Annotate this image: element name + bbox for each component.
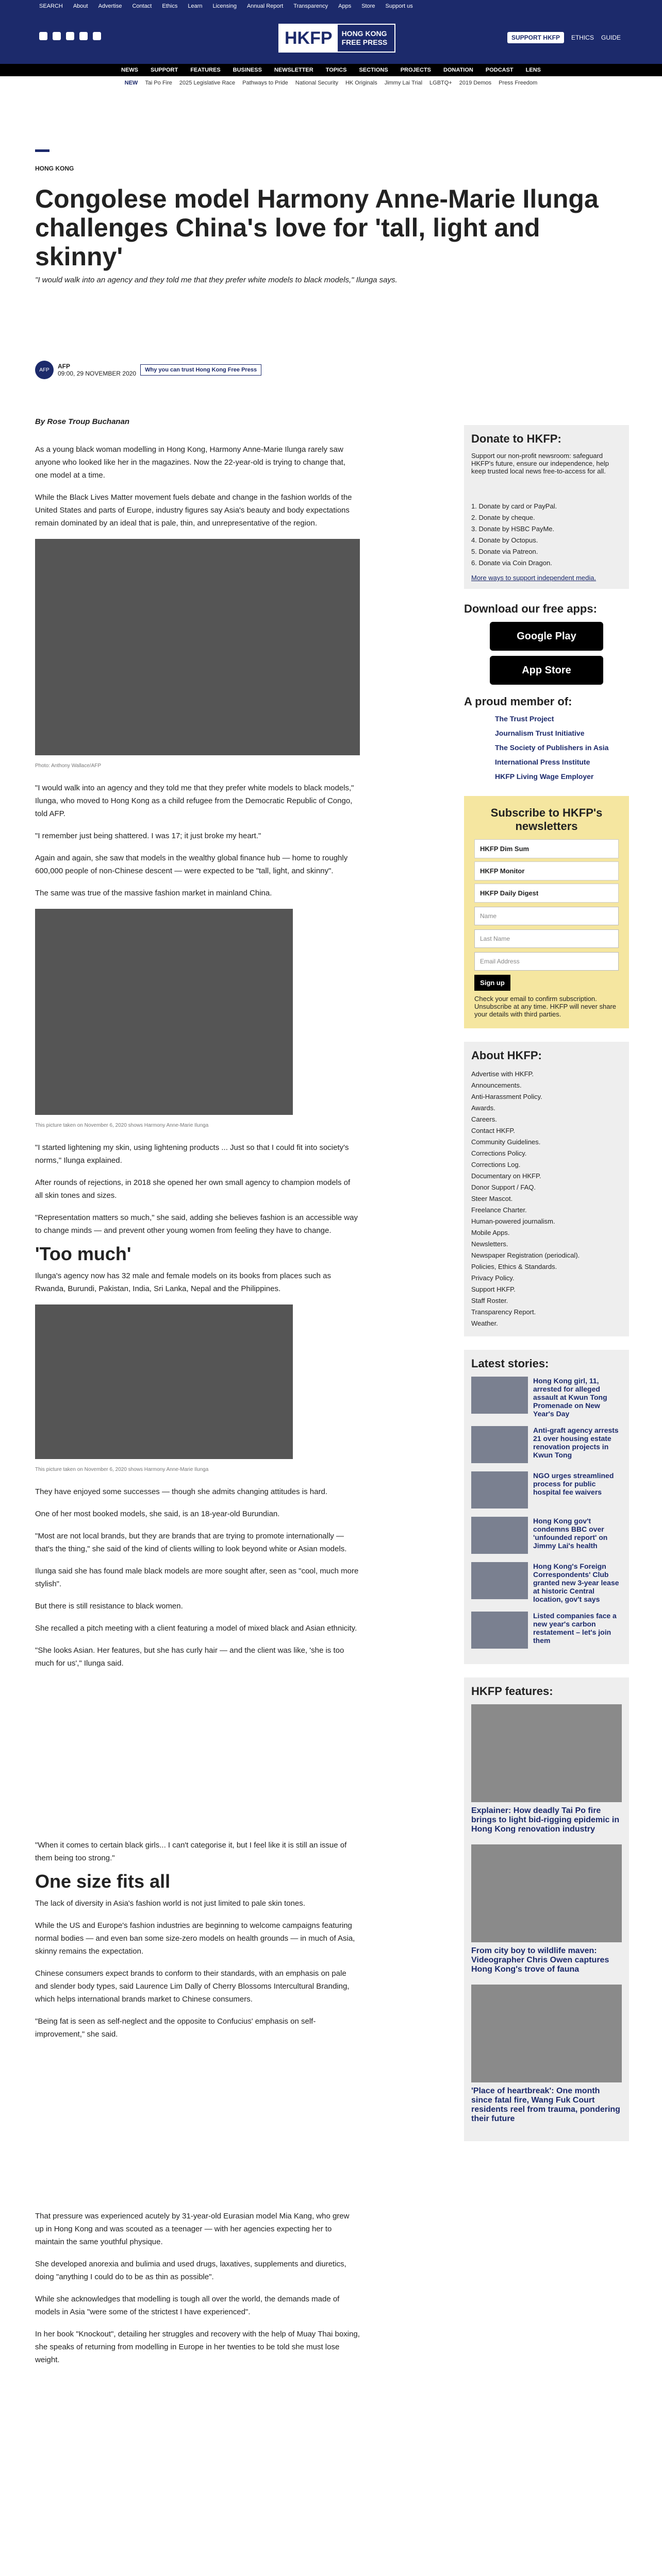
article-paragraph: As a young black woman modelling in Hong Kong, Harmony Anne-Marie Ilunga rarely saw anyone who looked like her in the magazines. Now the 22-year-old is trying to change that, one model at a time.: [35, 445, 346, 480]
about-link[interactable]: Human-powered journalism.: [471, 1217, 555, 1225]
trending-bar: [0, 76, 662, 90]
features-heading: HKFP features:: [471, 1685, 553, 1698]
article-paragraph: The lack of diversity in Asia's fashion world is not just limited to pale skin tones.: [35, 1899, 305, 1908]
feature-story[interactable]: [471, 1704, 622, 1834]
nav-item[interactable]: FEATURES: [190, 67, 221, 73]
topbar-link[interactable]: SEARCH: [39, 3, 63, 9]
donate-option[interactable]: 3. Donate by HSBC PayMe.: [471, 525, 555, 533]
article-paragraph: "Most are not local brands, but they are brands that are trying to promote internationally — that's the thing," she said of the kind of clients willing to look beyond white or Asian models.: [35, 1532, 347, 1553]
latest-story[interactable]: [471, 1426, 622, 1463]
about-link[interactable]: Mobile Apps.: [471, 1229, 510, 1236]
article-photo: [35, 1304, 293, 1459]
trending-link[interactable]: 2025 Legislative Race: [179, 80, 236, 86]
article-paragraph: Ilunga's agency now has 32 male and female models on its books from places such as Rwanda, Burundi, Pakistan, India, Sri Lanka, Nepal and the Philippines.: [35, 1272, 332, 1293]
about-link[interactable]: Staff Roster.: [471, 1297, 508, 1304]
nav-item[interactable]: PODCAST: [485, 67, 514, 73]
youtube-icon[interactable]: [79, 32, 88, 40]
story-title[interactable]: NGO urges streamlined process for public hospital fee waivers: [533, 1471, 614, 1496]
topbar-link[interactable]: Annual Report: [246, 3, 284, 9]
topbar-link[interactable]: Support us: [385, 3, 413, 9]
article-paragraph: "She looks Asian. Her features, but she has curly hair — and the client was like, 'she is too much for us'," Ilunga said.: [35, 1646, 344, 1668]
byline-source[interactable]: AFP: [58, 363, 70, 370]
topbar-link[interactable]: Transparency: [293, 3, 328, 9]
logo-mark: HKFP: [279, 25, 338, 52]
feature-thumbnail[interactable]: [471, 1704, 622, 1802]
article-paragraph: She developed anorexia and bulimia and used drugs, laxatives, supplements and diuretics, doing "anything I could do to be as thin as possible".: [35, 2260, 346, 2281]
latest-story[interactable]: [471, 1562, 622, 1603]
story-thumbnail[interactable]: [471, 1426, 528, 1463]
member-logo[interactable]: The Trust Project: [495, 715, 554, 723]
newsletter-box: [464, 796, 629, 1028]
about-link[interactable]: Documentary on HKFP.: [471, 1172, 541, 1180]
article-photo: [35, 539, 360, 755]
article-title: Congolese model Harmony Anne-Marie Ilunga challenges China's love for 'tall, light and skinny': [35, 184, 599, 271]
article-paragraph: The same was true of the massive fashion market in mainland China.: [35, 889, 272, 897]
article-paragraph: She recalled a pitch meeting with a client featuring a model of mixed black and Asian ethnicity.: [35, 1624, 357, 1633]
article-paragraph: But there is still resistance to black women.: [35, 1602, 183, 1611]
story-title[interactable]: Anti-graft agency arrests 21 over housing estate renovation projects in Kwun Tong: [533, 1426, 619, 1459]
email-icon[interactable]: [93, 32, 101, 40]
header-actions: [507, 32, 621, 43]
about-link[interactable]: Donor Support / FAQ.: [471, 1183, 536, 1191]
donate-option[interactable]: 2. Donate by cheque.: [471, 514, 535, 521]
top-bar: [0, 0, 662, 12]
article-paragraph: While she acknowledges that modelling is tough all over the world, the demands made of models in Asia "were some of the strictest I have experienced".: [35, 2295, 340, 2316]
donate-option[interactable]: 4. Donate by Octopus.: [471, 536, 538, 544]
article-paragraph: "I started lightening my skin, using lightening products ... Just so that I could fit into society's norms," Ilunga explained.: [35, 1143, 349, 1165]
nav-item[interactable]: NEWSLETTER: [274, 67, 313, 73]
latest-story[interactable]: [471, 1471, 622, 1509]
about-link[interactable]: Awards.: [471, 1104, 495, 1112]
instagram-icon[interactable]: [66, 32, 74, 40]
topbar-link[interactable]: Learn: [188, 3, 203, 9]
feature-story[interactable]: [471, 1985, 622, 2124]
photo-caption: This picture taken on November 6, 2020 shows Harmony Anne-Marie Ilunga: [35, 1467, 209, 1472]
about-link[interactable]: Advertise with HKFP.: [471, 1070, 534, 1078]
article-paragraph: "Representation matters so much," she said, adding she believes fashion is an accessible way to change minds — and prevent other young women from feeling they have to change.: [35, 1213, 358, 1235]
latest-heading: Latest stories:: [471, 1357, 549, 1370]
latest-story[interactable]: [471, 1612, 622, 1649]
article-paragraph: Chinese consumers expect brands to conform to their standards, with an emphasis on pale and slender body types, said Laurence Lim Dally of Cherry Blossoms Intercultural Branding, which helps international brands market to Chinese consumers.: [35, 1969, 350, 2004]
topbar-link[interactable]: Contact: [132, 3, 152, 9]
trending-link[interactable]: Pathways to Pride: [242, 80, 288, 86]
nav-item[interactable]: PROJECTS: [400, 67, 431, 73]
article-paragraph: "I would walk into an agency and they told me that they prefer white models to black models," Ilunga, who moved to Hong Kong as a child refugee from the Democratic Republic of Congo, told AFP.: [35, 784, 354, 818]
nav-item[interactable]: NEWS: [121, 67, 139, 73]
apps-heading: Download our free apps:: [464, 602, 597, 615]
photo-caption: This picture taken on November 6, 2020 shows Harmony Anne-Marie Ilunga: [35, 1123, 209, 1128]
about-link[interactable]: Transparency Report.: [471, 1308, 536, 1316]
section-heading: One size fits all: [35, 1871, 171, 1892]
latest-story[interactable]: [471, 1377, 622, 1418]
about-link[interactable]: Support HKFP.: [471, 1285, 516, 1293]
topbar-link[interactable]: Licensing: [212, 3, 237, 9]
sidebar: [464, 425, 629, 2155]
newsletter-note: Check your email to confirm subscription. Unsubscribe at any time. HKFP will never share your details with third parties.: [474, 995, 617, 1018]
trending-link[interactable]: LGBTQ+: [429, 80, 452, 86]
donate-option[interactable]: 6. Donate via Coin Dragon.: [471, 559, 552, 567]
about-link[interactable]: Privacy Policy.: [471, 1274, 515, 1282]
trust-badge[interactable]: Why you can trust Hong Kong Free Press: [140, 364, 261, 376]
social-icons: [39, 32, 101, 40]
more-ways-link[interactable]: More ways to support independent media.: [471, 574, 597, 582]
article-paragraph: Ilunga said she has found male black models are more sought after, seen as "cool, much more stylish".: [35, 1567, 359, 1588]
ethics-link[interactable]: ETHICS: [571, 34, 594, 41]
nav-item[interactable]: SUPPORT: [151, 67, 178, 73]
article-paragraph: While the Black Lives Matter movement fuels debate and change in the fashion worlds of the United States and parts of Europe, industry figures say Asia's beauty and body expectations remain dominated by an ideal that is pale, thin, and unrepresentative of the region.: [35, 493, 352, 528]
nav-item[interactable]: LENS: [525, 67, 541, 73]
feature-thumbnail[interactable]: [471, 1844, 622, 1942]
about-link[interactable]: Contact HKFP.: [471, 1127, 516, 1134]
latest-story[interactable]: [471, 1517, 622, 1554]
trending-link[interactable]: Jimmy Lai Trial: [384, 80, 423, 86]
member-logo[interactable]: Journalism Trust Initiative: [495, 729, 585, 737]
trending-link[interactable]: National Security: [295, 80, 338, 86]
feature-title[interactable]: 'Place of heartbreak': One month since fatal fire, Wang Fuk Court residents reel from trauma, pondering their future: [471, 2087, 620, 2123]
about-link[interactable]: Freelance Charter.: [471, 1206, 527, 1214]
feature-thumbnail[interactable]: [471, 1985, 622, 2082]
about-link[interactable]: Careers.: [471, 1115, 497, 1123]
app-store-button[interactable]: App Store: [490, 656, 603, 685]
about-link[interactable]: Community Guidelines.: [471, 1138, 541, 1146]
embed-placeholder: [35, 2050, 360, 2210]
signup-button[interactable]: Sign up: [474, 975, 510, 991]
site-logo[interactable]: [278, 24, 395, 53]
member-logo[interactable]: The Society of Publishers in Asia: [495, 743, 609, 752]
feature-title[interactable]: From city boy to wildlife maven: Videographer Chris Owen captures Hong Kong's trove of fauna: [471, 1946, 609, 1974]
article-paragraph: They have enjoyed some successes — though she admits changing attitudes is hard.: [35, 1487, 327, 1496]
donate-heading: Donate to HKFP:: [471, 432, 561, 445]
article-paragraph: Again and again, she saw that models in the wealthy global finance hub — home to roughly 600,000 people of non-Chinese descent — were expected to be "tall, light, and skinny".: [35, 854, 348, 875]
article-lede: "I would walk into an agency and they told me that they prefer white models to black models," Ilunga says.: [35, 276, 398, 284]
about-link[interactable]: Corrections Policy.: [471, 1149, 527, 1157]
newsletter-heading: Subscribe to HKFP's newsletters: [490, 806, 603, 833]
donate-text: Support our non-profit newsroom: safeguard HKFP's future, ensure our independence, help keep trusted local news free-to-access for all.: [471, 452, 609, 475]
trending-link[interactable]: HK Originals: [345, 80, 377, 86]
feature-story[interactable]: [471, 1844, 622, 1974]
title-rule: [35, 149, 49, 152]
topbar-link[interactable]: Store: [361, 3, 375, 9]
byline-date: 09:00, 29 NOVEMBER 2020: [58, 370, 137, 377]
trending-link[interactable]: Tai Po Fire: [145, 80, 172, 86]
about-link[interactable]: Weather.: [471, 1319, 498, 1327]
topbar-link[interactable]: Apps: [338, 3, 352, 9]
embed-placeholder: [35, 1679, 360, 1839]
nav-item[interactable]: BUSINESS: [233, 67, 262, 73]
member-logo[interactable]: International Press Institute: [495, 758, 590, 766]
about-link[interactable]: Corrections Log.: [471, 1161, 521, 1168]
nav-item[interactable]: DONATION: [443, 67, 473, 73]
category-label[interactable]: HONG KONG: [35, 165, 74, 172]
topbar-link[interactable]: Ethics: [162, 3, 178, 9]
article-author: By Rose Troup Buchanan: [35, 417, 130, 426]
photo-caption: Photo: Anthony Wallace/AFP: [35, 763, 102, 769]
story-thumbnail[interactable]: [471, 1471, 528, 1509]
byline: [35, 361, 261, 379]
article-photo: [35, 909, 293, 1115]
facebook-icon[interactable]: [39, 32, 47, 40]
donate-option[interactable]: 5. Donate via Patreon.: [471, 548, 538, 555]
nav-item[interactable]: TOPICS: [325, 67, 347, 73]
about-heading: About HKFP:: [471, 1049, 542, 1062]
topbar-link[interactable]: About: [73, 3, 88, 9]
logo-name: HONG KONG FREE PRESS: [341, 29, 388, 46]
member-logo[interactable]: HKFP Living Wage Employer: [495, 772, 594, 781]
article-paragraph: While the US and Europe's fashion industries are beginning to welcome campaigns featuring normal bodies — and even ban some size-zero models on health grounds — in much of Asia, skinny remains the expectation.: [35, 1921, 355, 1956]
newsletter-option[interactable]: HKFP Daily Digest: [474, 884, 619, 903]
twitter-icon[interactable]: [53, 32, 61, 40]
section-heading: 'Too much': [35, 1243, 131, 1264]
signup-field[interactable]: Name: [474, 907, 619, 925]
guide-link[interactable]: GUIDE: [601, 34, 621, 41]
feature-title[interactable]: Explainer: How deadly Tai Po fire brings to light bid-rigging epidemic in Hong Kong renovation industry: [471, 1806, 620, 1834]
google-play-button[interactable]: Google Play: [490, 622, 603, 651]
about-link[interactable]: Newspaper Registration (periodical).: [471, 1251, 580, 1259]
article-body: [35, 443, 360, 2376]
features-box: [464, 1677, 629, 2141]
story-title[interactable]: Listed companies face a new year's carbon restatement – let's join them: [533, 1612, 617, 1645]
article-paragraph: In her book "Knockout", detailing her struggles and recovery with the help of Muay Thai boxing, she speaks of returning from modelling in Europe in her twenties to be told she must lose weight.: [35, 2330, 360, 2364]
about-link[interactable]: Steer Mascot.: [471, 1195, 513, 1202]
new-badge: NEW: [124, 80, 138, 86]
donate-option[interactable]: 1. Donate by card or PayPal.: [471, 502, 557, 510]
latest-box: [464, 1350, 629, 1664]
story-title[interactable]: Hong Kong's Foreign Correspondents' Club granted new 3-year lease at historic Central location, gov't says: [533, 1562, 619, 1603]
story-thumbnail[interactable]: [471, 1377, 528, 1414]
donate-box: [464, 425, 629, 589]
trending-link[interactable]: Press Freedom: [499, 80, 538, 86]
story-thumbnail[interactable]: [471, 1612, 528, 1649]
site-header: [0, 12, 662, 64]
story-title[interactable]: Hong Kong gov't condemns BBC over 'unfounded report' on Jimmy Lai's health: [533, 1517, 608, 1550]
main-nav: [0, 64, 662, 76]
newsletter-option[interactable]: HKFP Dim Sum: [474, 839, 619, 858]
signup-field[interactable]: Last Name: [474, 929, 619, 948]
support-button[interactable]: SUPPORT HKFP: [507, 32, 564, 43]
article-paragraph: "I remember just being shattered. I was 17; it just broke my heart.": [35, 832, 261, 840]
about-link[interactable]: Announcements.: [471, 1081, 522, 1089]
member-heading: A proud member of:: [464, 695, 572, 708]
story-thumbnail[interactable]: [471, 1562, 528, 1599]
avatar: AFP: [35, 361, 54, 379]
about-link[interactable]: Newsletters.: [471, 1240, 508, 1248]
nav-item[interactable]: SECTIONS: [359, 67, 388, 73]
article-paragraph: "Being fat is seen as self-neglect and the opposite to Confucius' emphasis on self-improvement," she said.: [35, 2017, 316, 2039]
trending-link[interactable]: 2019 Demos: [459, 80, 492, 86]
about-link[interactable]: Policies, Ethics & Standards.: [471, 1263, 557, 1270]
signup-field[interactable]: Email Address: [474, 952, 619, 971]
topbar-link[interactable]: Advertise: [98, 3, 122, 9]
newsletter-option[interactable]: HKFP Monitor: [474, 861, 619, 880]
about-link[interactable]: Anti-Harassment Policy.: [471, 1093, 542, 1100]
about-box: [464, 1042, 629, 1336]
article-paragraph: After rounds of rejections, in 2018 she opened her own small agency to champion models of all skin tones and sizes.: [35, 1178, 351, 1200]
article-paragraph: That pressure was experienced acutely by 31-year-old Eurasian model Mia Kang, who grew up in Hong Kong and was scouted as a teenager — with her agencies expecting her to maintain the same youthful physique.: [35, 2212, 350, 2246]
article-paragraph: "When it comes to certain black girls... I can't categorise it, but I feel like it is still an issue of them being too strong.": [35, 1841, 347, 1862]
story-title[interactable]: Hong Kong girl, 11, arrested for alleged assault at Kwun Tong Promenade on New Year's Day: [533, 1377, 607, 1418]
article-paragraph: One of her most booked models, she said, is an 18-year-old Burundian.: [35, 1510, 280, 1518]
story-thumbnail[interactable]: [471, 1517, 528, 1554]
